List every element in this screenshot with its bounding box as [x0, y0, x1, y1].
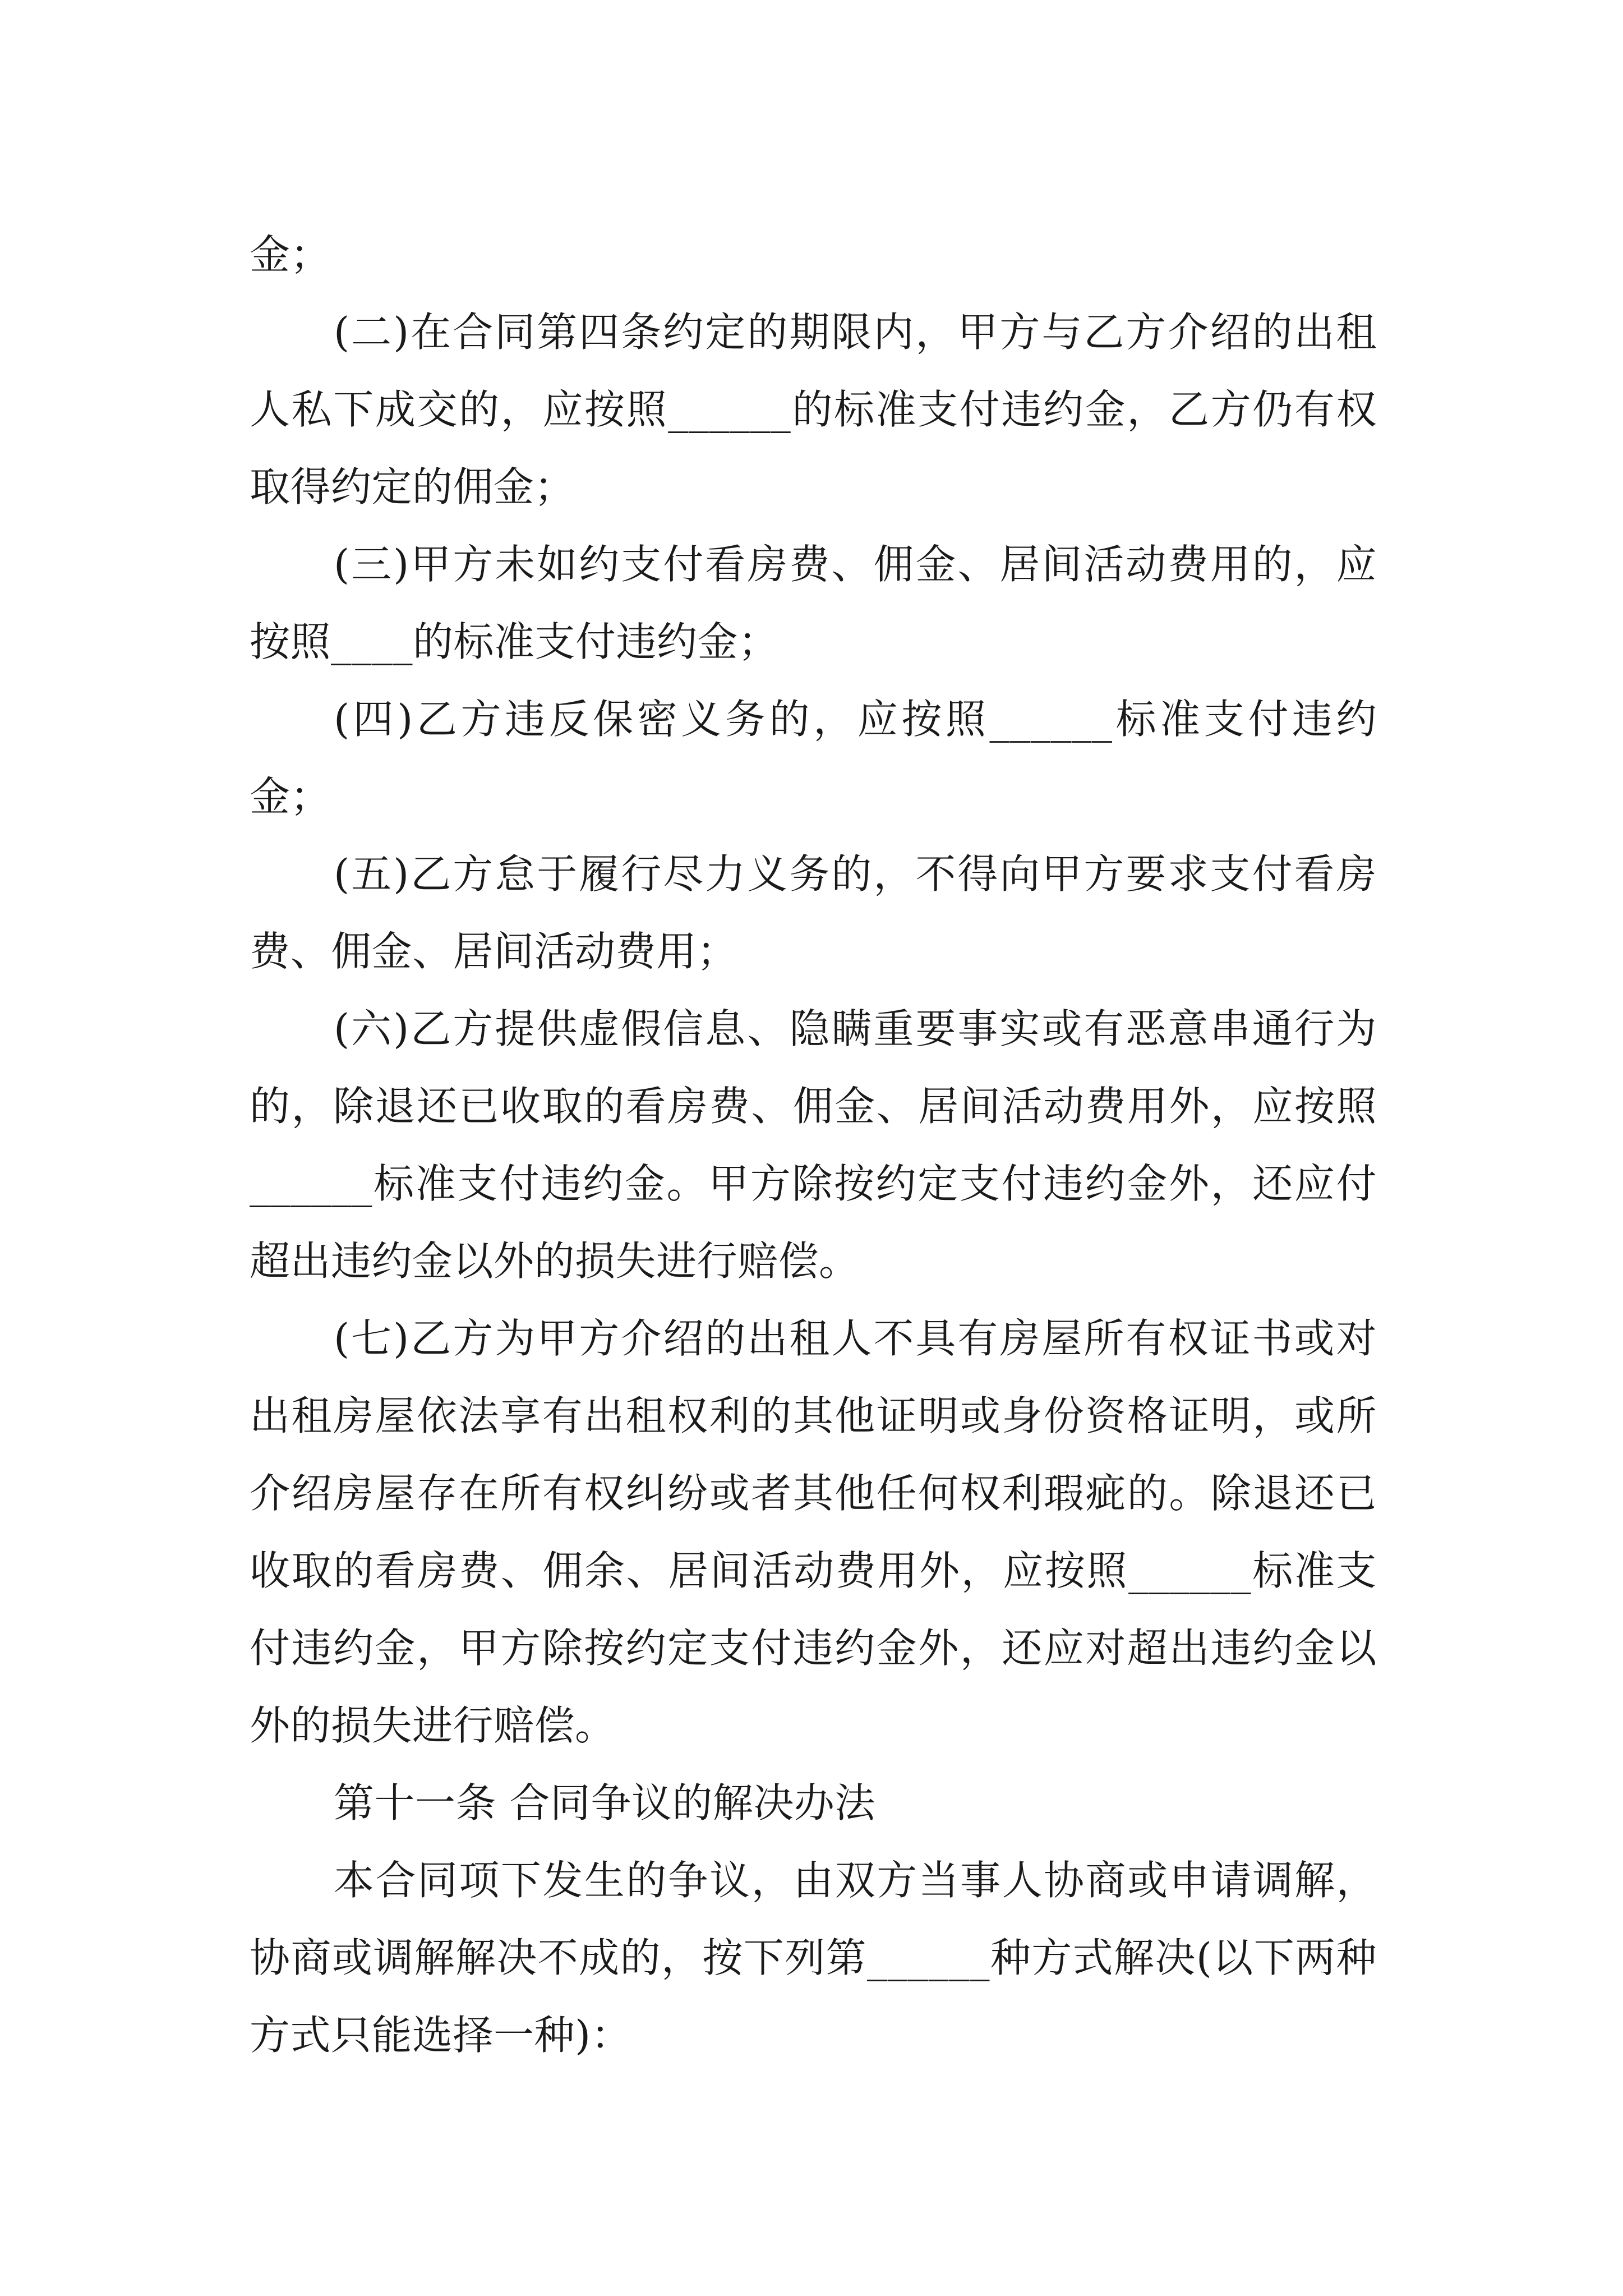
- paragraph-clause-4: (四)乙方违反保密义务的，应按照______标准支付违约金；: [250, 696, 1377, 820]
- paragraph-clause-7: (七)乙方为甲方介绍的出租人不具有房屋所有权证书或对出租房屋依法享有出租权利的其他证明或身份资格证明，或所介绍房屋存在所有权纠纷或者其他任何权利瑕疵的。除退还已收取的看房费、佣余、居间活动费用外，应按照______标准支付违约金，甲方除按约定支付违约金外，还应对超出违约金以外的损失进行赔偿。: [250, 1315, 1377, 1749]
- document-body: [250, 216, 1377, 2074]
- paragraph-continuation: 金；: [250, 231, 331, 278]
- paragraph-clause-2: (二)在合同第四条约定的期限内，甲方与乙方介绍的出租人私下成交的，应按照______的标准支付违约金，乙方仍有权取得约定的佣金；: [250, 309, 1377, 510]
- paragraph-clause-3: (三)甲方未如约支付看房费、佣金、居间活动费用的，应按照____的标准支付违约金；: [250, 541, 1377, 665]
- article-11-heading: 第十一条 合同争议的解决办法: [334, 1779, 875, 1826]
- paragraph-clause-5: (五)乙方怠于履行尽力义务的，不得向甲方要求支付看房费、佣金、居间活动费用；: [250, 850, 1377, 975]
- paragraph-clause-6: (六)乙方提供虚假信息、隐瞒重要事实或有恶意串通行为的，除退还已收取的看房费、佣金、居间活动费用外，应按照______标准支付违约金。甲方除按约定支付违约金外，还应付超出违约金以外的损失进行赔偿。: [250, 1005, 1377, 1285]
- paragraph-dispute-resolution: 本合同项下发生的争议，由双方当事人协商或申请调解，协商或调解解决不成的，按下列第______种方式解决(以下两种方式只能选择一种)：: [250, 1857, 1377, 2059]
